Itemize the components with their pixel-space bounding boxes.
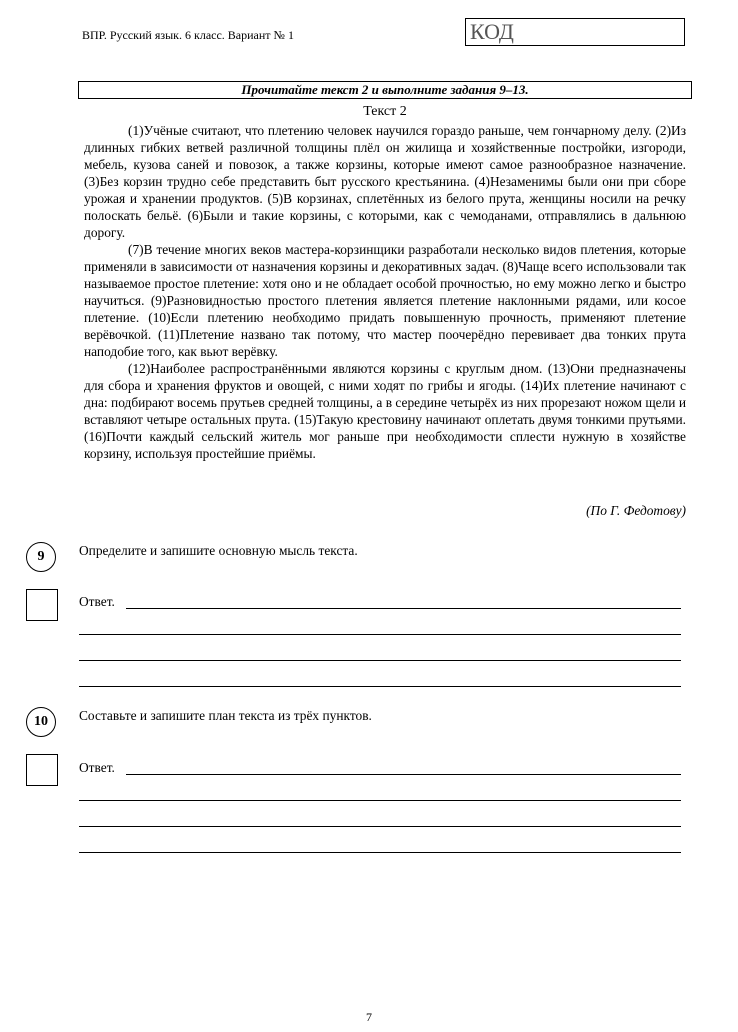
paragraph-1: (1)Учёные считают, что плетению человек научился гораздо раньше, чем гончарному делу. (2)Из длинных гибких ветвей различной толщины плёл он жилища и хозяйственные постройки, изгороди, мебель, кузова саней и повозок, а также корзины, которые имеют самое разнообразное назначение. (3)Без корзин трудно себе представить быт русского крестьянина. (4)Незаменимы были они при сборе урожая и хранении продуктов. (5)В корзинах, сплетённых из белого прута, женщины носили на речку полоскать бельё. (6)Были и такие корзины, с которыми, как с чемоданами, отправлялись в дальнюю дорогу.: [84, 123, 686, 240]
paragraph-2: (7)В течение многих веков мастера-корзинщики разработали несколько видов плетения, которые применяли в зависимости от назначения корзины и декоративных задач. (8)Чаще всего использовали так называемое простое плетение: хотя оно и не обладает особой прочностью, но ему можно легко и быстро научиться. (9)Разновидностью простого плетения является плетение наклонными рядами, или косое плетение. (10)Если плетению необходимо придать повышенную прочность, применяют плетение верёвочкой. (11)Плетение названо так потому, что мастер поочерёдно перевивает два тонких прута наподобие того, как вьют верёвку.: [84, 242, 686, 359]
task-9-question: Определите и запишите основную мысль текста.: [79, 543, 358, 558]
task-10-answer-line-4[interactable]: [79, 852, 681, 853]
task-9-score-box: [26, 589, 58, 621]
task-9-number: 9: [26, 542, 56, 572]
task-10-answer-label: Ответ.: [79, 760, 115, 775]
task-9-answer-line-2[interactable]: [79, 634, 681, 635]
task-10-score-box: [26, 754, 58, 786]
task-9-answer-line-1[interactable]: [126, 608, 681, 609]
instruction-banner: Прочитайте текст 2 и выполните задания 9–13.: [78, 81, 692, 99]
header-title: ВПР. Русский язык. 6 класс. Вариант № 1: [82, 28, 294, 42]
task-10-answer-line-3[interactable]: [79, 826, 681, 827]
task-9-answer-line-3[interactable]: [79, 660, 681, 661]
task-10-answer-line-2[interactable]: [79, 800, 681, 801]
reading-text: [84, 122, 686, 462]
task-10-answer-line-1[interactable]: [126, 774, 681, 775]
task-9-answer-label: Ответ.: [79, 594, 115, 609]
task-10-number: 10: [26, 707, 56, 737]
code-field[interactable]: КОД: [465, 18, 685, 46]
task-10-question: Составьте и запишите план текста из трёх пунктов.: [79, 708, 372, 723]
task-9-answer-line-4[interactable]: [79, 686, 681, 687]
page-number: 7: [366, 1010, 372, 1024]
paragraph-3: (12)Наиболее распространёнными являются корзины с круглым дном. (13)Они предназначены для сбора и хранения фруктов и овощей, с ними ходят по грибы и ягоды. (14)Их плетение начинают с дна: подбирают восемь прутьев средней толщины, а в середине четырёх из них прорезают ножом щели и вставляют четыре остальных прута. (15)Такую крестовину начинают оплетать двумя тонкими прутьями. (16)Почти каждый сельский житель мог раньше при необходимости сплести нужную в хозяйстве корзину, используя простейшие приёмы.: [84, 361, 686, 461]
text-source: (По Г. Федотову): [586, 503, 686, 518]
text-title: Текст 2: [363, 104, 407, 119]
